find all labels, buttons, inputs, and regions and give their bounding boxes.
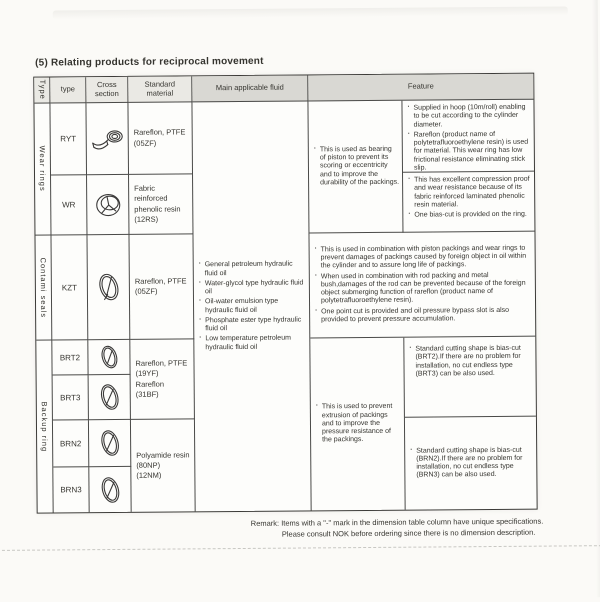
group-backup-ring: Backup ring [36,340,53,512]
bullet-item: · Standard cutting shape is bias-cut (BRT2).If there are no problem for installation, no cut endless type (BRT3) can be also used. [408,345,532,379]
feature-ryt [402,100,534,173]
feature-wr [403,172,534,233]
bullet-item: · Standard cutting shape is bias-cut (BRN2).If there are no problem for installation, no cut endless type (BRN3) can be also used. [409,446,533,480]
bullet-item: · This has excellent compression proof and wear resistance because of its fabric reinforced laminated phenolic resin material. [407,176,531,210]
header-standard-material: Standard material [128,76,192,103]
bullet-item: · Oil-water emulsion type hydraulic fluid oil [198,298,306,315]
cross-section-brn2-icon [89,420,131,467]
bullet-item: · When used in combination with rod packing and metal bush,damages of the rod can be prevented because of the foreign object submerging function of rareflon (product name of polytetrafluoroethylene resin). [314,271,532,306]
type-brn3: BRN3 [53,467,89,512]
page-title: (5) Relating products for reciprocal movement [35,55,264,69]
material-brn: Polyamide resin (80NP) (12NM) [131,419,196,511]
relating-products-table [33,73,537,514]
cross-section-kzt-icon [87,235,130,340]
feature-kzt [309,232,535,339]
cross-section-ryt-icon [86,103,129,175]
bullet-item: · One point cut is provided and oil pressure bypass slot is also provided to prevent pressure accumulation. [314,306,532,324]
cross-section-wr-icon [87,175,129,235]
bullet-item: · One bias-cut is provided on the ring. [407,211,531,220]
bullet-item: · Low temperature petroleum hydraulic fluid oil [198,335,306,352]
feature-backup-common [310,338,405,511]
fluid-list [192,101,311,511]
type-ryt: RYT [50,103,87,175]
header-type-group: Type [34,77,50,103]
group-contami-seals: Contami seals [35,235,52,340]
material-ryt: Rareflon, PTFE (05ZF) [128,102,193,175]
feature-brt [404,337,536,418]
type-brn2: BRN2 [53,420,89,467]
bullet-item: · General petroleum hydraulic fluid oil [198,261,306,278]
remark-line-1: Remark: Items with a "-" mark in the dimension table column have unique specifications. [250,516,544,528]
header-feature: Feature [308,74,533,102]
material-wr: Fabric reinforced phenolic resin (12RS) [129,174,193,235]
material-kzt: Rareflon, PTFE (05ZF) [129,234,194,339]
remark-line-2: Please consult NOK before ordering since there is no dimension description. [281,527,536,539]
scan-shadow-right [592,0,600,597]
type-kzt: KZT [51,235,88,340]
type-wr: WR [51,175,87,235]
bullet-item: · Supplied in hoop (10m/roll) enabling to be cut according to the cylinder diameter. [406,104,530,130]
bullet-item: · Rareflon (product name of polytetrafluoroethylene resin) is used for material. This wear ring has low frictional resistance eliminating stick slip. [407,130,531,172]
header-cross-section: Cross section [86,77,128,103]
material-brt: Rareflon, PTFE (19YF) Rareflon (31BF) [130,339,195,420]
bullet-item: · This is used as bearing of piston to prevent its scoring or eccentricity and to improve the durability of the packings. [313,146,399,188]
bullet-item: · Water-glycol type hydraulic fluid oil [198,279,306,296]
header-type: type [50,77,86,103]
remark [251,515,596,540]
type-brt2: BRT2 [52,340,88,375]
feature-wear-common [308,101,403,234]
type-brt3: BRT3 [53,375,89,420]
feature-brn [405,417,537,510]
group-wear-rings: Wear rings [34,103,51,235]
bullet-item: · Phosphate ester type hydraulic fluid oil [198,316,306,333]
cross-section-brn3-icon [89,467,131,512]
cross-section-brt3-icon [89,375,131,420]
scan-artifact-top [53,6,568,19]
header-main-applicable-fluid: Main applicable fluid [192,75,308,102]
bullet-item: · This is used in combination with piston packings and wear rings to prevent damages of packings caused by foreign object in oil within the cylinder and to assure long life of packings. [314,245,532,271]
bullet-item: · This is used to prevent extrusion of packings and to improve the pressure resistance of the packings. [315,403,401,445]
cross-section-brt2-icon [88,340,130,375]
page-edge-line [2,545,600,551]
